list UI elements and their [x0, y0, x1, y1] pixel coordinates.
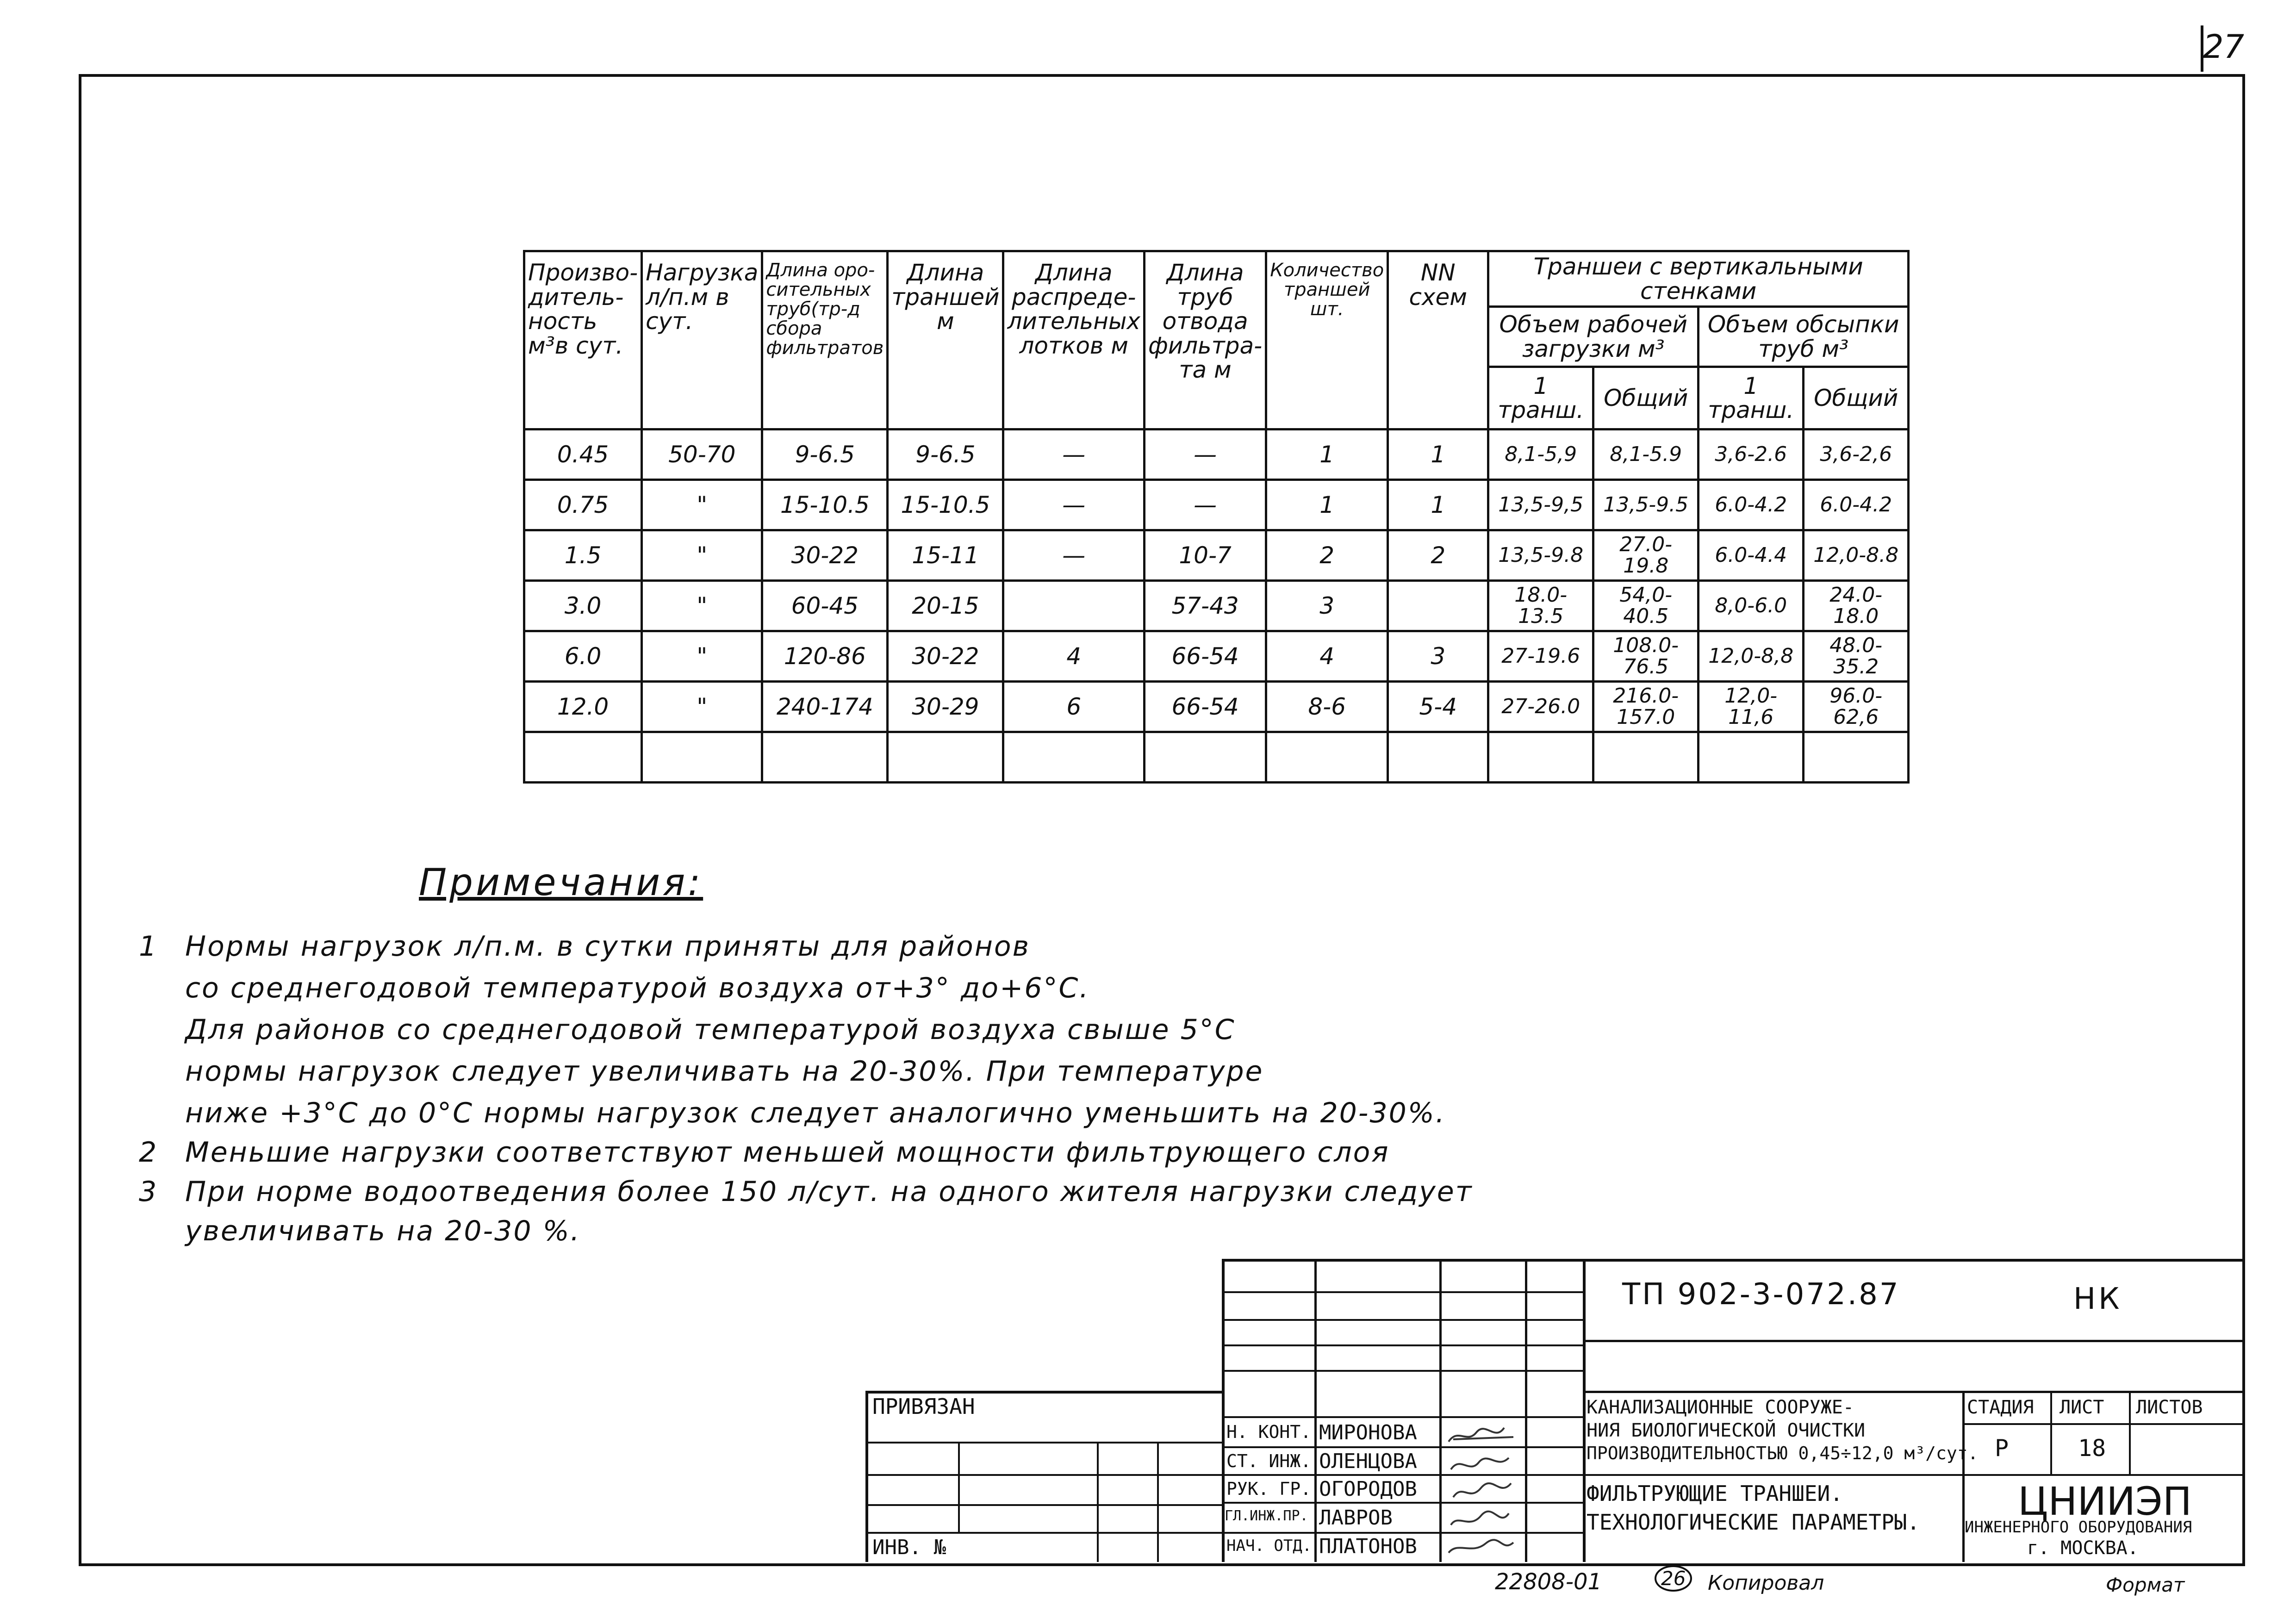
table-cell: 12,0-11,6 — [1699, 682, 1804, 732]
table-cell: — — [1144, 480, 1266, 530]
table-cell: — — [1003, 530, 1145, 581]
table-cell: 8,1-5.9 — [1593, 429, 1699, 480]
table-cell: 50-70 — [642, 429, 762, 480]
inventory-number-label: ИНВ. № — [872, 1536, 946, 1559]
table-cell: 216.0-157.0 — [1593, 682, 1699, 732]
header-scheme-no: NN схем — [1388, 251, 1488, 429]
table-cell: 6.0 — [524, 631, 642, 682]
table-cell: " — [642, 581, 762, 631]
note-line: со среднегодовой температурой воздуха от+3° до+6°С. — [185, 972, 1090, 1004]
table-row — [524, 682, 1909, 732]
table-cell: 66-54 — [1144, 631, 1266, 682]
table-row-empty — [524, 732, 1909, 783]
table-cell: 66-54 — [1144, 682, 1266, 732]
table-cell: 30-29 — [888, 682, 1003, 732]
sheet-title-line: ТЕХНОЛОГИЧЕСКИЕ ПАРАМЕТРЫ. — [1587, 1510, 1920, 1535]
table-cell — [524, 732, 642, 783]
note-line: При норме водоотведения более 150 л/сут. на одного жителя нагрузки следует — [185, 1176, 1473, 1208]
table-cell: 3.0 — [524, 581, 642, 631]
note-line: ниже +3°С до 0°С нормы нагрузок следует аналогично уменьшить на 20-30%. — [185, 1097, 1446, 1129]
table-cell: 3,6-2,6 — [1804, 429, 1909, 480]
header-per-trench-2: 1 транш. — [1699, 367, 1804, 429]
table-cell: — — [1003, 429, 1145, 480]
table-cell: 0.75 — [524, 480, 642, 530]
table-row — [524, 631, 1909, 682]
header-trench-count: Количество траншей шт. — [1266, 251, 1388, 429]
table-cell: 27.0-19.8 — [1593, 530, 1699, 581]
table-cell: 4 — [1266, 631, 1388, 682]
note-number: 1 — [139, 930, 157, 963]
parameters-table — [523, 250, 1910, 784]
table-cell: 6 — [1003, 682, 1145, 732]
table-cell — [1003, 581, 1145, 631]
role-label: СТ. ИНЖ. — [1226, 1451, 1312, 1471]
table-cell: 4 — [1003, 631, 1145, 682]
notes-title: Примечания: — [419, 861, 703, 904]
stage-label: СТАДИЯ — [1967, 1397, 2034, 1418]
table-cell: 54,0-40.5 — [1593, 581, 1699, 631]
table-cell: " — [642, 530, 762, 581]
table-cell: 1.5 — [524, 530, 642, 581]
role-label: НАЧ. ОТД. — [1226, 1537, 1312, 1555]
role-name: ОГОРОДОВ — [1319, 1477, 1417, 1501]
table-cell — [1699, 732, 1804, 783]
circled-number: 26 — [1655, 1565, 1692, 1592]
table-cell: 30-22 — [888, 631, 1003, 682]
project-title-line: ПРОИЗВОДИТЕЛЬНОСТЬЮ 0,45÷12,0 м³/сут. — [1587, 1443, 1979, 1463]
table-cell: 12,0-8,8 — [1699, 631, 1804, 682]
table-cell: 30-22 — [762, 530, 888, 581]
header-total-1: Общий — [1593, 367, 1699, 429]
document-code: ТП 902-3-072.87 — [1622, 1277, 1900, 1312]
table-cell — [1804, 732, 1909, 783]
table-cell: 24.0-18.0 — [1804, 581, 1909, 631]
table-cell: 12,0-8.8 — [1804, 530, 1909, 581]
sheets-label: ЛИСТОВ — [2136, 1397, 2203, 1418]
stage-value: Р — [1995, 1435, 2009, 1462]
note-number: 3 — [139, 1176, 157, 1208]
table-cell — [642, 732, 762, 783]
table-cell: 6.0-4.2 — [1699, 480, 1804, 530]
header-load: Нагрузка л/п.м в сут. — [642, 251, 762, 429]
role-name: МИРОНОВА — [1319, 1421, 1417, 1444]
organization-name: ЦНИИЭП — [2018, 1479, 2192, 1524]
organization-line: ИНЖЕНЕРНОГО ОБОРУДОВАНИЯ — [1965, 1518, 2192, 1537]
table-cell: 20-15 — [888, 581, 1003, 631]
table-cell: " — [642, 480, 762, 530]
table-cell: 60-45 — [762, 581, 888, 631]
table-cell: 9-6.5 — [762, 429, 888, 480]
project-title-line: НИЯ БИОЛОГИЧЕСКОЙ ОЧИСТКИ — [1587, 1420, 1866, 1441]
table-cell: 108.0-76.5 — [1593, 631, 1699, 682]
table-cell: 6.0-4.2 — [1804, 480, 1909, 530]
document-mark: НК — [2073, 1282, 2122, 1316]
table-cell: 18.0-13.5 — [1488, 581, 1593, 631]
sheet-corner-number: 27 — [2203, 28, 2245, 66]
table-cell: 15-11 — [888, 530, 1003, 581]
table-cell: — — [1003, 480, 1145, 530]
table-row — [524, 429, 1909, 480]
note-line: Нормы нагрузок л/п.м. в сутки приняты для районов — [185, 930, 1031, 963]
table-cell: 57-43 — [1144, 581, 1266, 631]
role-name: ОЛЕНЦОВА — [1319, 1450, 1417, 1473]
role-label: РУК. ГР. — [1226, 1479, 1312, 1499]
table-cell: " — [642, 631, 762, 682]
table-cell: 10-7 — [1144, 530, 1266, 581]
table-cell: 27-26.0 — [1488, 682, 1593, 732]
table-cell: 2 — [1266, 530, 1388, 581]
table-cell: 5-4 — [1388, 682, 1488, 732]
table-cell — [1388, 581, 1488, 631]
header-working-volume: Объем рабочей загрузки м³ — [1488, 307, 1699, 367]
role-label: Н. КОНТ. — [1226, 1422, 1312, 1442]
header-backfill-volume: Объем обсыпки труб м³ — [1699, 307, 1909, 367]
format-label: Формат — [2106, 1574, 2185, 1596]
table-cell: 3,6-2.6 — [1699, 429, 1804, 480]
table-cell: — — [1144, 429, 1266, 480]
table-cell — [1266, 732, 1388, 783]
table-cell: 13,5-9,5 — [1488, 480, 1593, 530]
note-line: увеличивать на 20-30 %. — [185, 1215, 581, 1247]
table-cell: 120-86 — [762, 631, 888, 682]
table-cell: 12.0 — [524, 682, 642, 732]
table-cell: 1 — [1266, 480, 1388, 530]
table-cell — [1003, 732, 1145, 783]
table-cell: 8,1-5,9 — [1488, 429, 1593, 480]
table-cell — [1488, 732, 1593, 783]
table-cell — [888, 732, 1003, 783]
table-cell: 13,5-9.8 — [1488, 530, 1593, 581]
role-name: ЛАВРОВ — [1319, 1506, 1393, 1530]
table-cell: 27-19.6 — [1488, 631, 1593, 682]
table-cell: 8-6 — [1266, 682, 1388, 732]
note-line: Для районов со среднегодовой температурой воздуха свыше 5°С — [185, 1014, 1236, 1046]
role-label: ГЛ.ИНЖ.ПР. — [1225, 1508, 1308, 1524]
header-productivity: Произво-дитель-ность м³в сут. — [524, 251, 642, 429]
note-number: 2 — [139, 1136, 157, 1169]
note-line: нормы нагрузок следует увеличивать на 20-30%. При температуре — [185, 1055, 1264, 1088]
privyazan-label: ПРИВЯЗАН — [872, 1394, 975, 1419]
header-vertical-walls: Траншеи с вертикальными стенками — [1488, 251, 1909, 307]
table-cell — [1144, 732, 1266, 783]
project-title-line: КАНАЛИЗАЦИОННЫЕ СООРУЖЕ- — [1587, 1397, 1854, 1418]
header-outlet-pipe-length: Длина труб отвода фильтра-та м — [1144, 251, 1266, 429]
organization-city: г. МОСКВА. — [2027, 1537, 2139, 1559]
table-cell: 2 — [1388, 530, 1488, 581]
header-tray-length: Длина распреде-лительных лотков м — [1003, 251, 1145, 429]
sheet-value: 18 — [2078, 1435, 2106, 1462]
table-cell: 15-10.5 — [762, 480, 888, 530]
table-cell — [1388, 732, 1488, 783]
header-total-2: Общий — [1804, 367, 1909, 429]
header-per-trench-1: 1 транш. — [1488, 367, 1593, 429]
table-cell: 0.45 — [524, 429, 642, 480]
copied-label: Копировал — [1708, 1571, 1824, 1595]
table-cell: 96.0-62,6 — [1804, 682, 1909, 732]
sheet-title-line: ФИЛЬТРУЮЩИЕ ТРАНШЕИ. — [1587, 1481, 1843, 1506]
table-cell — [1593, 732, 1699, 783]
table-cell: 8,0-6.0 — [1699, 581, 1804, 631]
archive-number: 22808-01 — [1495, 1569, 1602, 1595]
table-cell: 1 — [1388, 429, 1488, 480]
signatures-image — [1444, 1419, 1523, 1557]
table-cell: 6.0-4.4 — [1699, 530, 1804, 581]
header-drain-pipe-length: Длина оро-сительных труб(тр-д сбора фильтратов — [762, 251, 888, 429]
table-cell: 9-6.5 — [888, 429, 1003, 480]
table-cell: 13,5-9.5 — [1593, 480, 1699, 530]
sheet-label: ЛИСТ — [2060, 1397, 2104, 1418]
table-row — [524, 530, 1909, 581]
table-cell — [762, 732, 888, 783]
table-cell: " — [642, 682, 762, 732]
header-trench-length: Длина траншей м — [888, 251, 1003, 429]
table-cell: 1 — [1266, 429, 1388, 480]
table-cell: 240-174 — [762, 682, 888, 732]
table-cell: 1 — [1388, 480, 1488, 530]
table-row — [524, 480, 1909, 530]
table-cell: 15-10.5 — [888, 480, 1003, 530]
table-cell: 3 — [1388, 631, 1488, 682]
role-name: ПЛАТОНОВ — [1319, 1535, 1417, 1558]
note-line: Меньшие нагрузки соответствуют меньшей мощности фильтрующего слоя — [185, 1136, 1390, 1169]
table-cell: 3 — [1266, 581, 1388, 631]
table-row — [524, 581, 1909, 631]
table-cell: 48.0-35.2 — [1804, 631, 1909, 682]
